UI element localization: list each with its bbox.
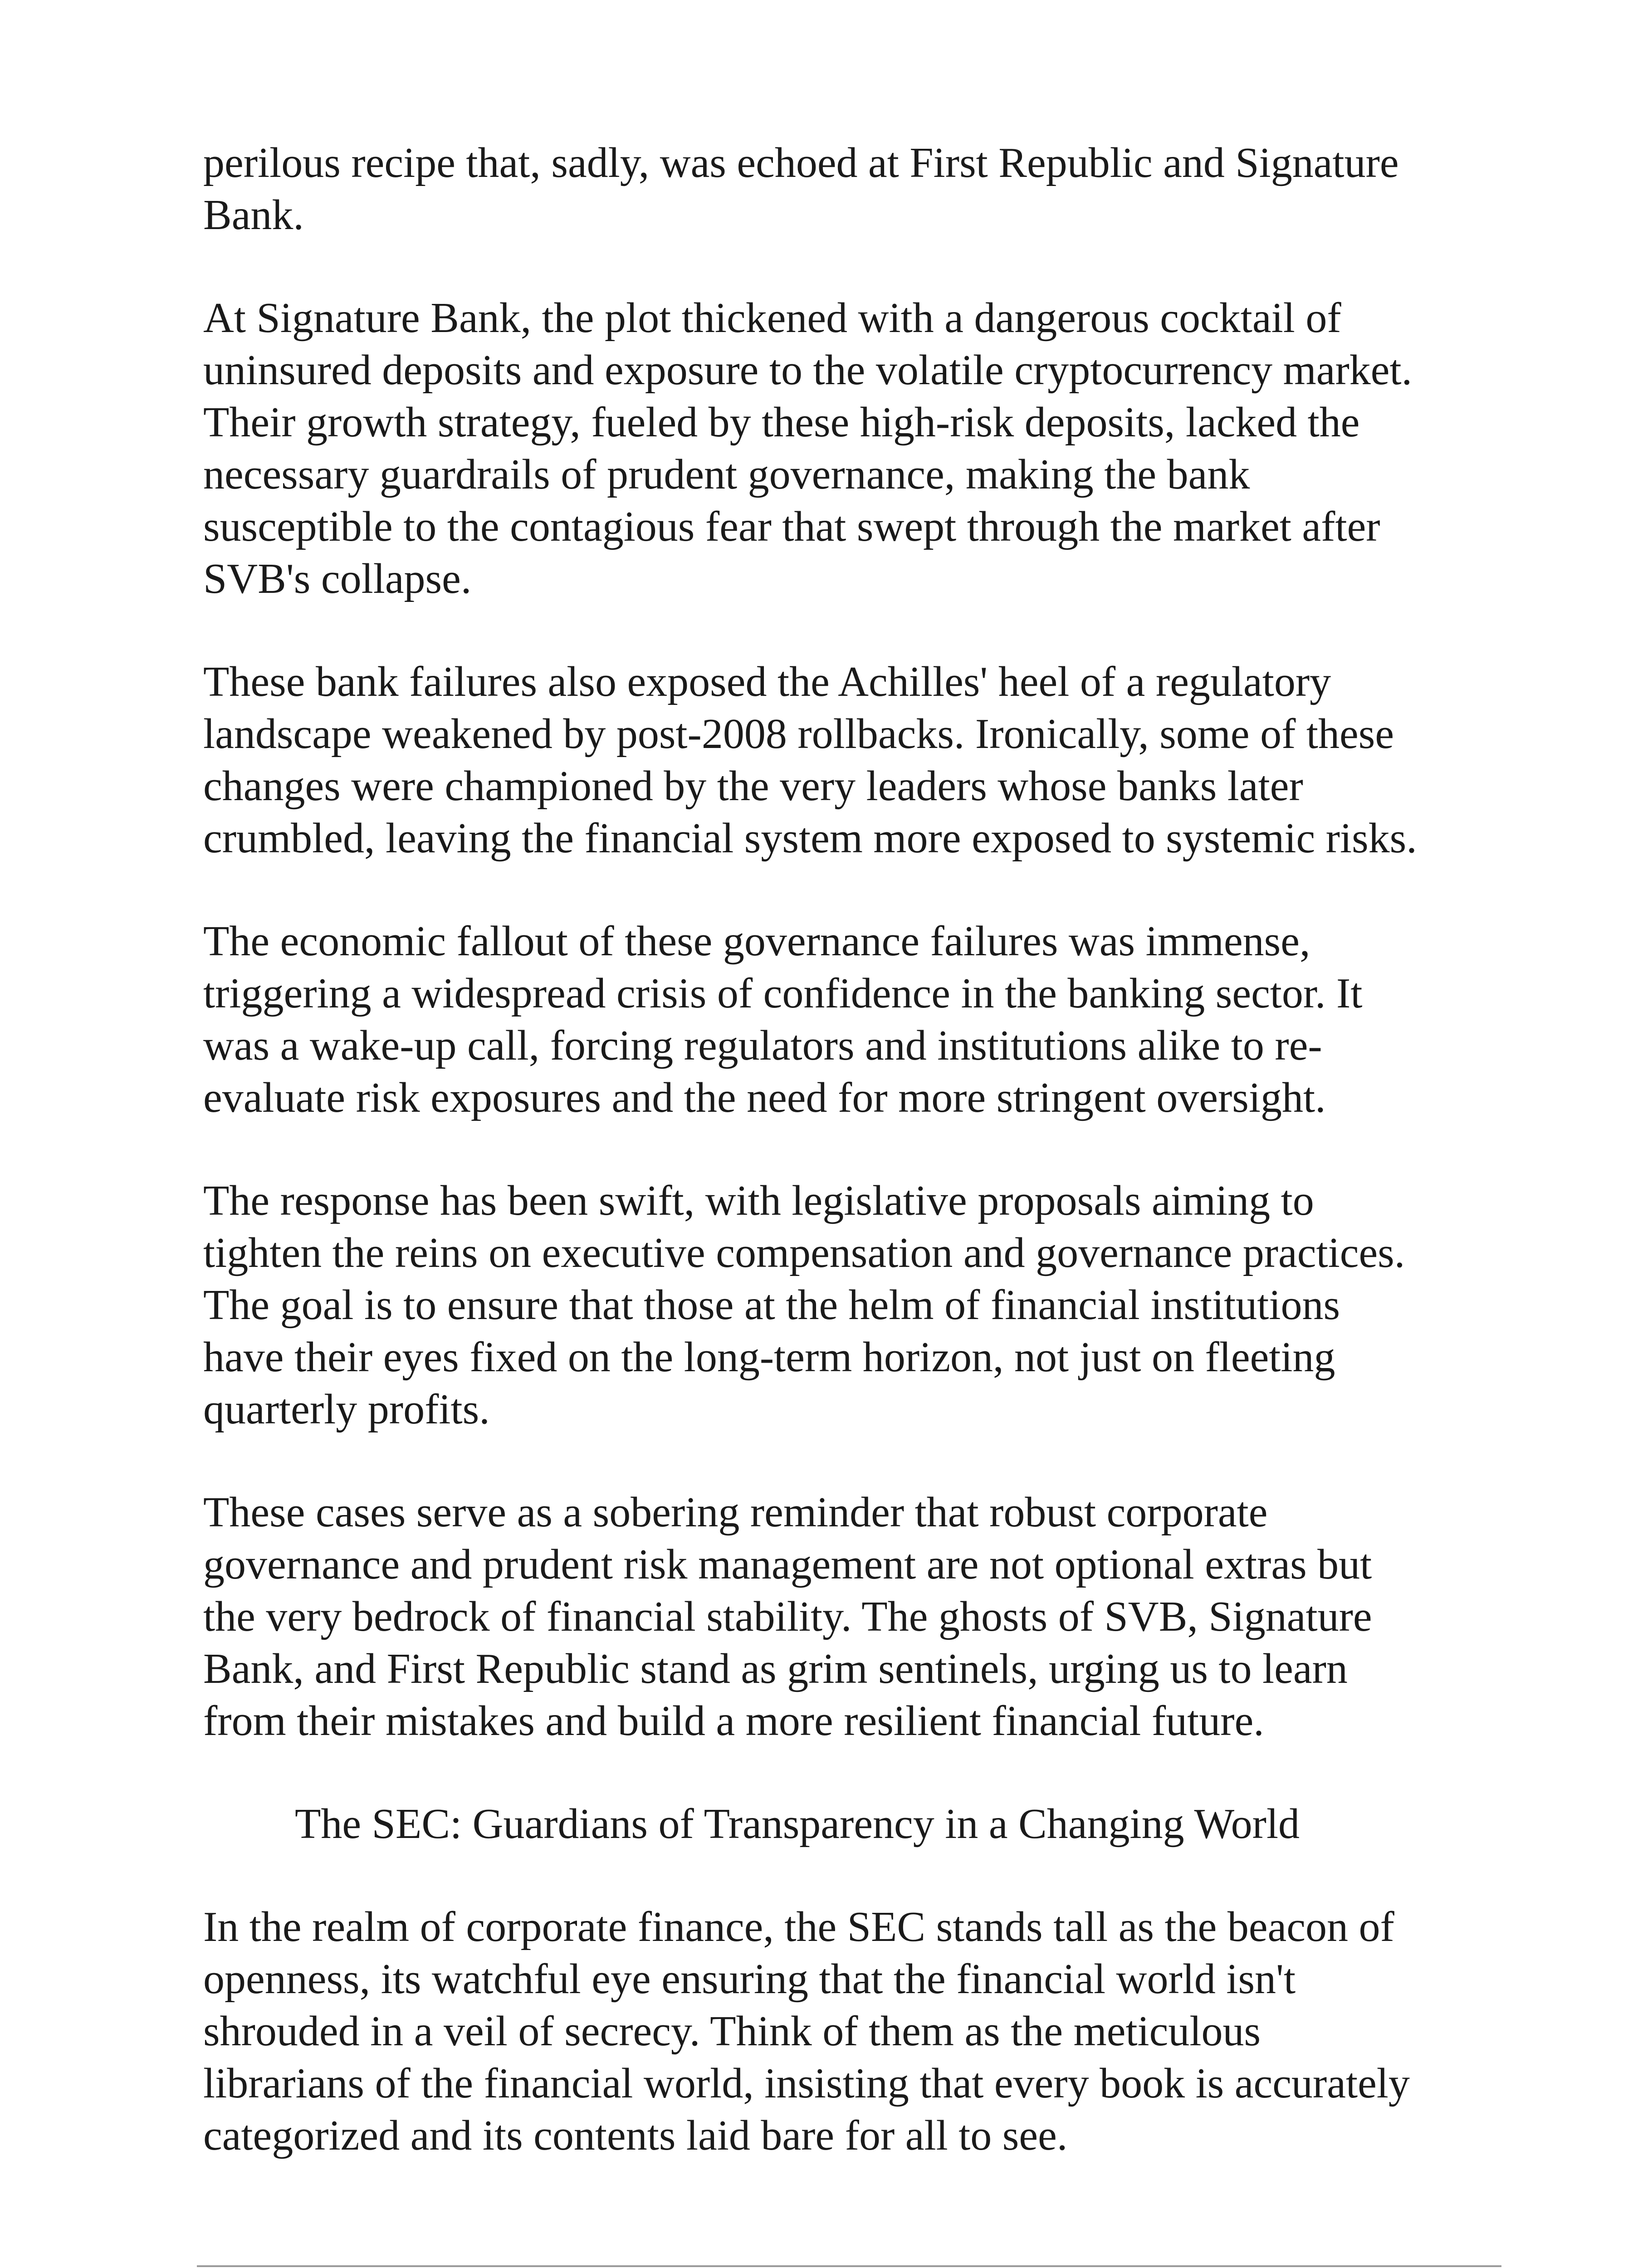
body-text — [203, 137, 1510, 2213]
paragraph-economic-fallout: The economic fallout of these governance failures was immense, triggering a widespread crisis of confidence in the banking sector. It was a wake-up call, forcing regulators and institutions alike to re- evaluate risk exposures and the need for more stringent oversight. — [203, 918, 1363, 1121]
paragraph-sec-intro: In the realm of corporate finance, the SEC stands tall as the beacon of openness, its watchful eye ensuring that the financial world isn't shrouded in a veil of secrecy. Think of them as the meticulous librarians of the financial world, insisting that every book is accurately categorized and its contents laid bare for all to see. — [203, 1903, 1410, 2159]
paragraph-sobering-reminder: These cases serve as a sobering reminder that robust corporate governance and prudent risk management are not optional extras but the very bedrock of financial stability. The ghosts of SVB, Signature Bank, and First Republic stand as grim sentinels, urging us to learn from their mistakes and build a more resilient financial future. — [203, 1489, 1372, 1745]
footer-divider — [197, 2265, 1501, 2267]
paragraph-regulatory-landscape: These bank failures also exposed the Achilles' heel of a regulatory landscape weakened by post-2008 rollbacks. Ironically, some of these changes were championed by the very leaders whose banks later crumbled, leaving the financial system more exposed to systemic risks. — [203, 658, 1417, 862]
section-heading: The SEC: Guardians of Transparency in a Changing World — [295, 1800, 1300, 1848]
paragraph-continuation: perilous recipe that, sadly, was echoed at First Republic and Signature Bank. — [203, 139, 1399, 239]
paragraph-signature-bank: At Signature Bank, the plot thickened with a dangerous cocktail of uninsured deposits and exposure to the volatile cryptocurrency market. Their growth strategy, fueled by these high-risk deposits, lacked the necessary guardrails of prudent governance, making the bank susceptible to the contagious fear that swept through the market after SVB's collapse. — [203, 294, 1413, 602]
paragraph-response: The response has been swift, with legislative proposals aiming to tighten the reins on executive compensation and governance practices. The goal is to ensure that those at the helm of financial institutions have their eyes fixed on the long-term horizon, not just on fleeting quarterly profits. — [203, 1177, 1405, 1433]
